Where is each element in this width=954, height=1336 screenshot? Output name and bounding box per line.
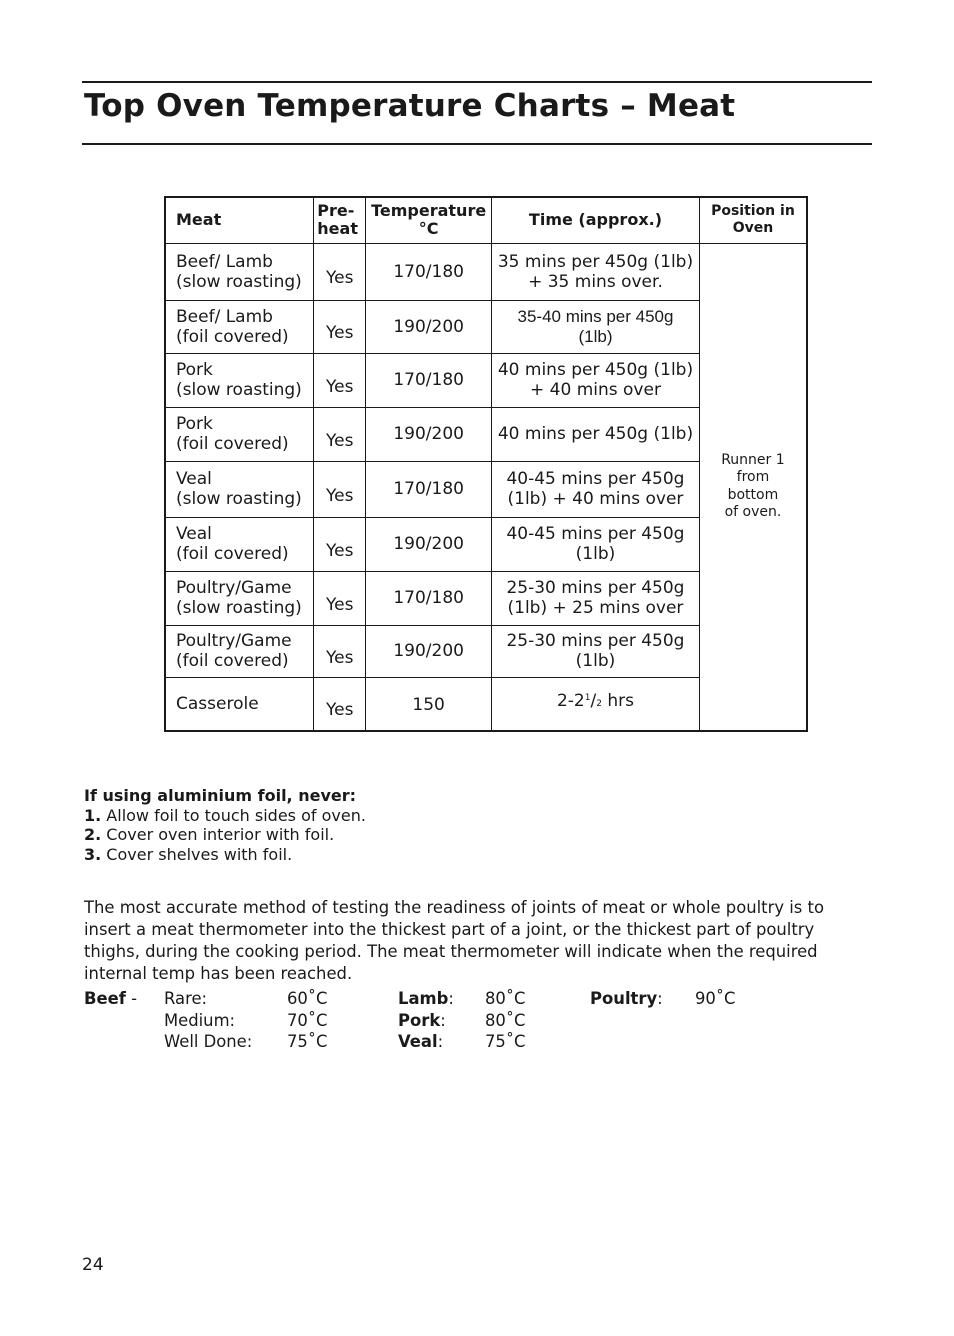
cell-preheat: Yes	[314, 353, 366, 407]
cell-temp: 170/180	[366, 353, 492, 407]
beef-label: Beef -	[84, 989, 137, 1008]
foil-item: 1. Allow foil to touch sides of oven.	[84, 805, 366, 825]
cell-temp: 190/200	[366, 517, 492, 571]
table-header-row	[165, 197, 807, 243]
thermometer-paragraph: The most accurate method of testing the readiness of joints of meat or whole poultry is to insert a meat thermometer into the thickest part of a joint, or the thickest part of poultry thighs, during the cooking period. The meat thermometer will indicate when the required internal temp has been reached.	[84, 898, 825, 983]
cell-meat: Pork (foil covered)	[165, 407, 314, 461]
poultry-temp: 90˚C	[695, 989, 736, 1008]
cell-meat: Poultry/Game (slow roasting)	[165, 571, 314, 625]
cell-temp: 190/200	[366, 407, 492, 461]
cell-preheat: Yes	[314, 300, 366, 353]
page-number: 24	[82, 1255, 104, 1275]
cell-preheat: Yes	[314, 243, 366, 300]
cell-time: 35 mins per 450g (1lb) + 35 mins over.	[492, 243, 700, 300]
header-time: Time (approx.)	[492, 197, 700, 243]
cell-meat: Beef/ Lamb (foil covered)	[165, 300, 314, 353]
header-meat: Meat	[165, 197, 314, 243]
cell-meat: Veal (slow roasting)	[165, 461, 314, 517]
cell-temp: 170/180	[366, 243, 492, 300]
cell-time: 40 mins per 450g (1lb) + 40 mins over	[492, 353, 700, 407]
cell-time: 25-30 mins per 450g (1lb)	[492, 625, 700, 677]
page-title: Top Oven Temperature Charts – Meat	[84, 88, 736, 124]
cell-meat: Poultry/Game (foil covered)	[165, 625, 314, 677]
cell-preheat: Yes	[314, 407, 366, 461]
other-temps: 80˚C 80˚C 75˚C	[485, 989, 526, 1051]
cell-preheat: Yes	[314, 677, 366, 731]
cell-preheat: Yes	[314, 517, 366, 571]
cell-time: 40-45 mins per 450g (1lb) + 40 mins over	[492, 461, 700, 517]
cell-preheat: Yes	[314, 571, 366, 625]
foil-item: 3. Cover shelves with foil.	[84, 844, 293, 864]
top-rule	[82, 81, 872, 83]
cell-meat: Pork (slow roasting)	[165, 353, 314, 407]
header-position: Position in Oven	[699, 197, 807, 243]
foil-warning	[84, 786, 366, 864]
cell-preheat: Yes	[314, 461, 366, 517]
table-row	[165, 243, 807, 300]
cell-temp: 170/180	[366, 571, 492, 625]
cell-position: Runner 1 from bottom of oven.	[699, 243, 807, 731]
cell-temp: 190/200	[366, 625, 492, 677]
cell-meat: Beef/ Lamb (slow roasting)	[165, 243, 314, 300]
cell-temp: 150	[366, 677, 492, 731]
other-meats: Lamb: Pork: Veal:	[398, 989, 454, 1051]
cell-meat: Casserole	[165, 677, 314, 731]
cell-meat: Veal (foil covered)	[165, 517, 314, 571]
title-underline	[82, 143, 872, 145]
beef-temps: 60˚C 70˚C 75˚C	[287, 989, 328, 1051]
header-preheat: Pre- heat	[314, 197, 366, 243]
poultry-label: Poultry:	[590, 989, 663, 1008]
cell-time: 40-45 mins per 450g (1lb)	[492, 517, 700, 571]
foil-heading: If using aluminium foil, never:	[84, 786, 357, 805]
header-temperature: Temperature °C	[366, 197, 492, 243]
cell-time: 40 mins per 450g (1lb)	[492, 407, 700, 461]
meat-temperature-table	[164, 196, 808, 732]
cell-temp: 170/180	[366, 461, 492, 517]
cell-time: 35-40 mins per 450g (1lb)	[492, 300, 700, 353]
cell-time: $2-2^1/2$ hrs	[492, 677, 700, 731]
cell-preheat: Yes	[314, 625, 366, 677]
beef-levels: Rare: Medium: Well Done:	[164, 989, 253, 1051]
foil-item: 2. Cover oven interior with foil.	[84, 825, 335, 844]
cell-time: 25-30 mins per 450g (1lb) + 25 mins over	[492, 571, 700, 625]
cell-temp: 190/200	[366, 300, 492, 353]
